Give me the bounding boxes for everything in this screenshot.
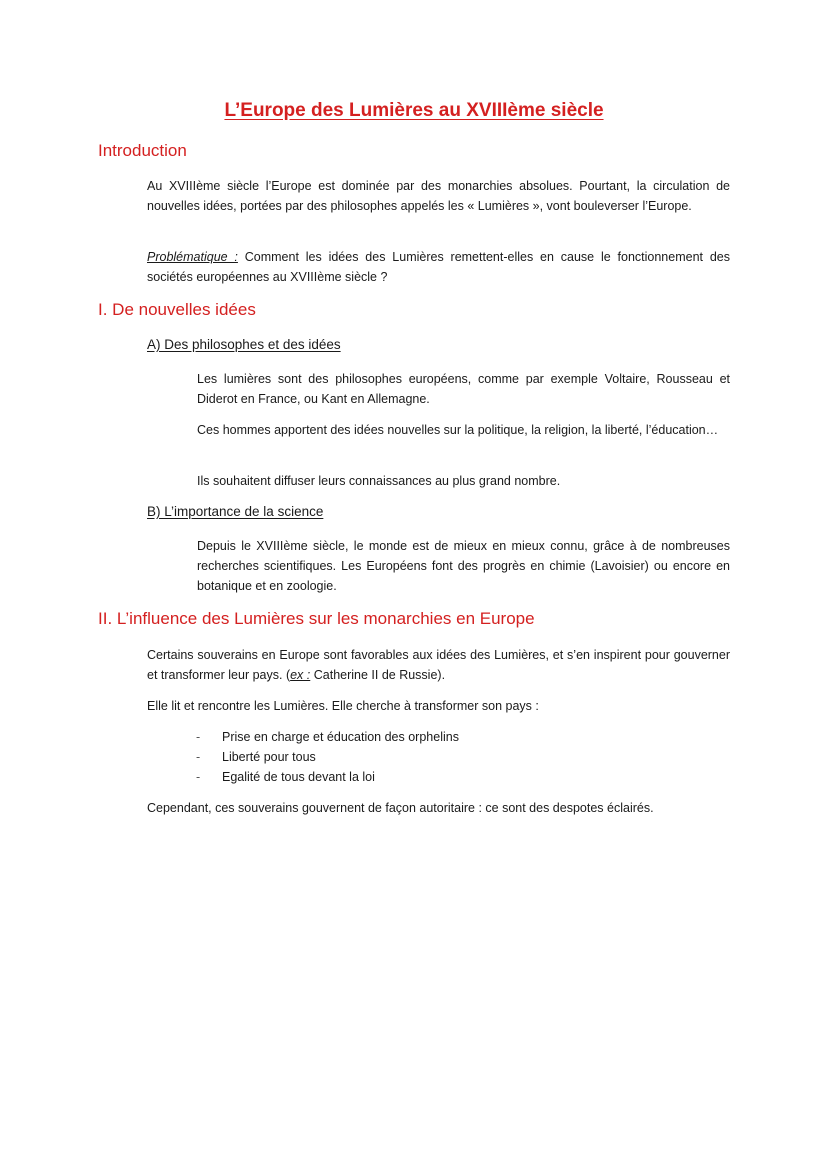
- example-label: ex :: [290, 668, 311, 682]
- subheading-b: B) L’importance de la science: [147, 504, 324, 519]
- list-item: [193, 767, 459, 787]
- section2-p1-end: Catherine II de Russie).: [310, 668, 446, 682]
- heading-introduction: Introduction: [98, 141, 187, 160]
- subheading-a: A) Des philosophes et des idées: [147, 337, 341, 352]
- conclusion-paragraph: Cependant, ces souverains gouvernent de façon autoritaire : ce sont des despotes éclairés.: [147, 801, 654, 815]
- problematique-paragraph: [147, 247, 730, 287]
- heading-section-1: I. De nouvelles idées: [98, 300, 256, 319]
- problematique-text: Comment les idées des Lumières remettent-elles en cause le fonctionnement des sociétés européennes au XVIIIème siècle ?: [147, 250, 730, 284]
- document-title: L’Europe des Lumières au XVIIIème siècle: [224, 100, 604, 121]
- section2-paragraph-2: Elle lit et rencontre les Lumières. Elle cherche à transformer son pays :: [147, 699, 539, 713]
- heading-section-2: II. L’influence des Lumières sur les monarchies en Europe: [98, 609, 535, 628]
- section2-p1-text: Certains souverains en Europe sont favorables aux idées des Lumières, et s’en inspirent pour gouverner et transformer leur pays. (: [147, 648, 730, 682]
- bullet-dash: -: [196, 770, 201, 784]
- list-item: [193, 727, 459, 747]
- list-item: [193, 747, 459, 767]
- paragraph-b: Depuis le XVIIIème siècle, le monde est de mieux en mieux connu, grâce à de nombreuses recherches scientifiques. Les Européens font des progrès en chimie (Lavoisier) ou encore en botanique et en zoologie.: [197, 539, 730, 593]
- bullet-dash: -: [196, 750, 201, 764]
- paragraph-a-2: Ces hommes apportent des idées nouvelles sur la politique, la religion, la liberté, l’éducation…: [197, 423, 719, 437]
- paragraph-a-3: Ils souhaitent diffuser leurs connaissances au plus grand nombre.: [197, 474, 561, 488]
- section2-paragraph-1: [147, 645, 730, 685]
- reform-list: [193, 727, 459, 787]
- list-item-text: Egalité de tous devant la loi: [222, 770, 375, 784]
- intro-paragraph: Au XVIIIème siècle l’Europe est dominée par des monarchies absolues. Pourtant, la circulation de nouvelles idées, portées par des philosophes appelés les « Lumières », vont bouleverser l’Europe.: [147, 179, 730, 213]
- list-item-text: Liberté pour tous: [222, 750, 316, 764]
- bullet-dash: -: [196, 730, 201, 744]
- list-item-text: Prise en charge et éducation des orphelins: [222, 730, 459, 744]
- problematique-label: Problématique :: [147, 250, 238, 264]
- paragraph-a-1: Les lumières sont des philosophes européens, comme par exemple Voltaire, Rousseau et Diderot en France, ou Kant en Allemagne.: [197, 372, 730, 406]
